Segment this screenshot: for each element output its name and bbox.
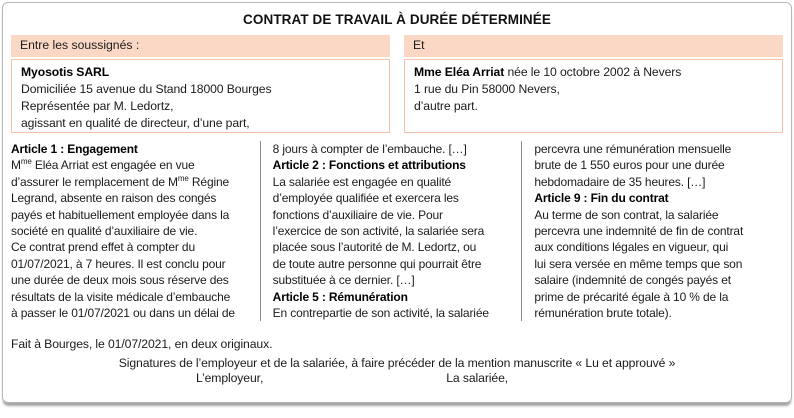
document-title: CONTRAT DE TRAVAIL À DURÉE DÉTERMINÉE — [243, 12, 551, 27]
articles-column-2: 8 jours à compter de l’embauche. […] Article 2 : Fonctions et attributions La salariée est engagée en qualité d’employée qualifiée et exercera les fonctions d’auxiliaire de vie. Pour l’exercice de son activité, la salariée sera placée sous l’autorité de M. Ledortz, ou de toute autre personne qui pourrait être substituée à ce dernier. […] Article 5 : Rémunération En contrepartie de son activité, la salariée — [260, 141, 522, 321]
contract-document — [2, 2, 792, 403]
execution-line: Fait à Bourges, le 01/07/2021, en deux originaux. — [11, 337, 273, 352]
signature-row — [11, 371, 783, 385]
articles-column-3: percevra une rémunération mensuelle brute de 1 550 euros pour une durée hebdomadaire de 35 heures. […] Article 9 : Fin du contrat Au terme de son contrat, la salariée percevra une indemnité de fin de contrat aux conditions légales en vigueur, qui lui sera versée en même temps que son salaire (indemnité de congés payés et prime de précarité égale à 10 % de la rémunération brute totale). — [521, 141, 783, 321]
articles-section — [11, 141, 783, 321]
employer-party-details: Myosotis SARL Domiciliée 15 avenue du Stand 18000 Bourges Représentée par M. Ledortz, agissant en qualité de directeur, d’une part, — [11, 59, 390, 133]
employer-party-box — [11, 35, 390, 133]
signature-instruction: Signatures de l’employeur et de la salariée, à faire précéder de la mention manuscrite « Lu et approuvé » — [118, 356, 676, 371]
employer-party-header: Entre les soussignés : — [11, 35, 390, 57]
employee-party-details: Mme Eléa Arriat née le 10 octobre 2002 à Nevers 1 rue du Pin 58000 Nevers, d’autre part. — [404, 59, 783, 133]
employer-signature-label: L’employeur, — [196, 371, 264, 386]
parties-section — [11, 35, 783, 133]
employee-party-header: Et — [404, 35, 783, 57]
employee-party-box — [404, 35, 783, 133]
articles-column-1: Article 1 : Engagement $M^{me}$ Eléa Arriat est engagée en vue d’assurer le remplacement de $M^{me}$ Régine Legrand, absente en raison des congés payés et habituellement employée dans la société en qualité d’auxiliaire de vie. Ce contrat prend effet à compter du 01/07/2021, à 7 heures. Il est conclu pour une durée de deux mois sous réserve des résultats de la visite médicale d’embauche à passer le 01/07/2021 ou dans un délai de — [11, 142, 235, 321]
employee-signature-label: La salariée, — [446, 371, 509, 386]
